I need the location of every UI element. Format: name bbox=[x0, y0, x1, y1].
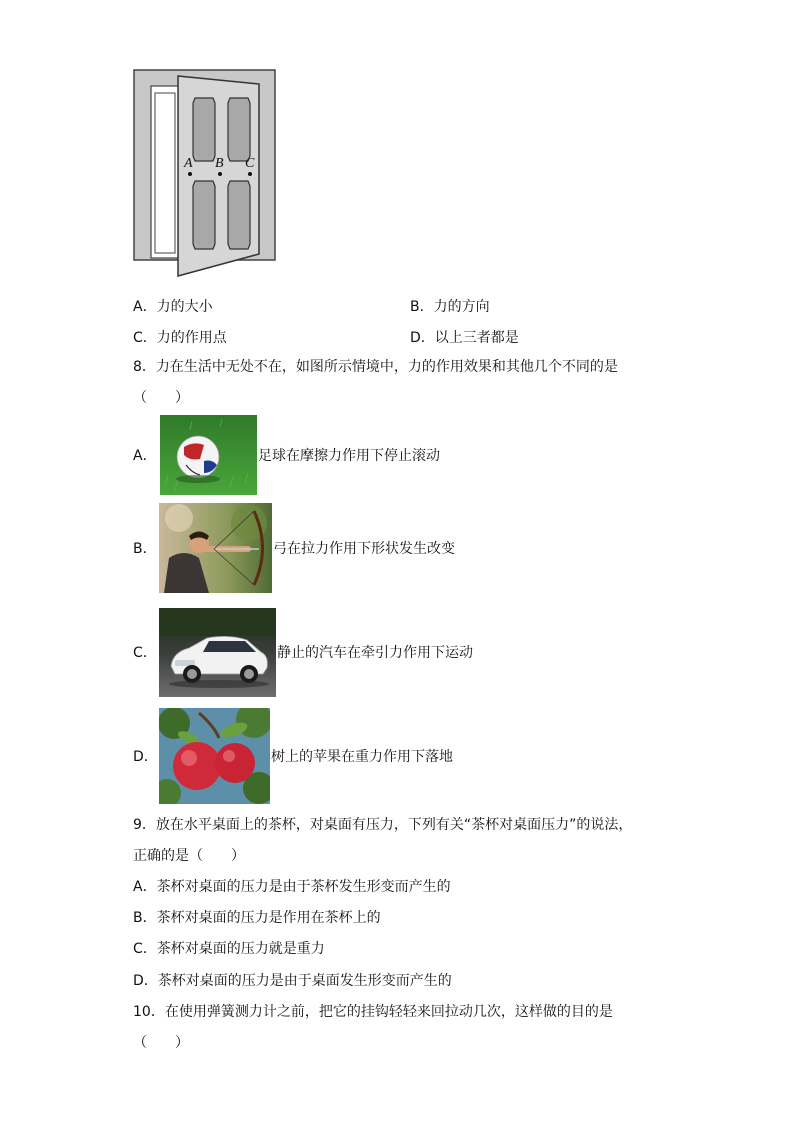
point-c-label: C bbox=[245, 156, 255, 171]
q7-option-b-label: B． bbox=[410, 299, 434, 315]
q8-option-d-text: 树上的苹果在重力作用下落地 bbox=[271, 749, 453, 765]
q9-option-c[interactable]: C．茶杯对桌面的压力就是重力 bbox=[133, 941, 325, 957]
soccer-ball-photo bbox=[160, 415, 257, 495]
q9-stem-line2: 正确的是（ ） bbox=[133, 848, 245, 864]
q9-option-d[interactable]: D．茶杯对桌面的压力是由于桌面发生形变而产生的 bbox=[133, 973, 452, 989]
point-b-dot bbox=[218, 172, 222, 176]
point-a-dot bbox=[188, 172, 192, 176]
apple-photo bbox=[159, 708, 270, 804]
q8-option-b-label: B． bbox=[133, 541, 157, 557]
q7-option-d-label: D． bbox=[410, 330, 435, 346]
archer-photo bbox=[159, 503, 272, 593]
q8-option-a-text: 足球在摩擦力作用下停止滚动 bbox=[258, 448, 440, 464]
q9-stem-line1: 9．放在水平桌面上的茶杯，对桌面有压力，下列有关“茶杯对桌面压力”的说法， bbox=[133, 817, 633, 833]
q8-option-c-text: 静止的汽车在牵引力作用下运动 bbox=[277, 645, 473, 661]
q8-option-d-label: D． bbox=[133, 749, 158, 765]
q7-option-d[interactable] bbox=[410, 327, 519, 347]
point-c-dot bbox=[248, 172, 252, 176]
q8-option-a-label: A． bbox=[133, 448, 157, 464]
q9-option-b[interactable]: B．茶杯对桌面的压力是作用在茶杯上的 bbox=[133, 910, 381, 926]
q9-option-a[interactable]: A．茶杯对桌面的压力是由于茶杯发生形变而产生的 bbox=[133, 879, 451, 895]
q8-option-b-text: 弓在拉力作用下形状发生改变 bbox=[273, 541, 455, 557]
point-b-label: B bbox=[215, 156, 224, 171]
q7-option-d-text: 以上三者都是 bbox=[434, 330, 519, 346]
q8-option-c-label: C． bbox=[133, 645, 157, 661]
q7-option-c[interactable] bbox=[133, 327, 227, 347]
q7-option-a-label: A． bbox=[133, 299, 157, 315]
q8-stem-line2: （ ） bbox=[133, 390, 189, 406]
q7-option-c-label: C． bbox=[133, 330, 157, 346]
q7-option-a-text: 力的大小 bbox=[156, 299, 213, 315]
point-a-label: A bbox=[184, 156, 193, 171]
q7-option-b[interactable] bbox=[410, 296, 490, 316]
q7-option-a[interactable] bbox=[133, 296, 213, 316]
door-figure bbox=[133, 68, 277, 280]
q7-option-c-text: 力的作用点 bbox=[156, 330, 227, 346]
q10-stem-line2: （ ） bbox=[133, 1035, 189, 1051]
q7-option-b-text: 力的方向 bbox=[433, 299, 490, 315]
q10-stem-line1: 10．在使用弹簧测力计之前，把它的挂钩轻轻来回拉动几次，这样做的目的是 bbox=[133, 1004, 613, 1020]
car-photo bbox=[159, 608, 276, 697]
q8-stem-line1: 8．力在生活中无处不在，如图所示情境中，力的作用效果和其他几个不同的是 bbox=[133, 359, 618, 375]
